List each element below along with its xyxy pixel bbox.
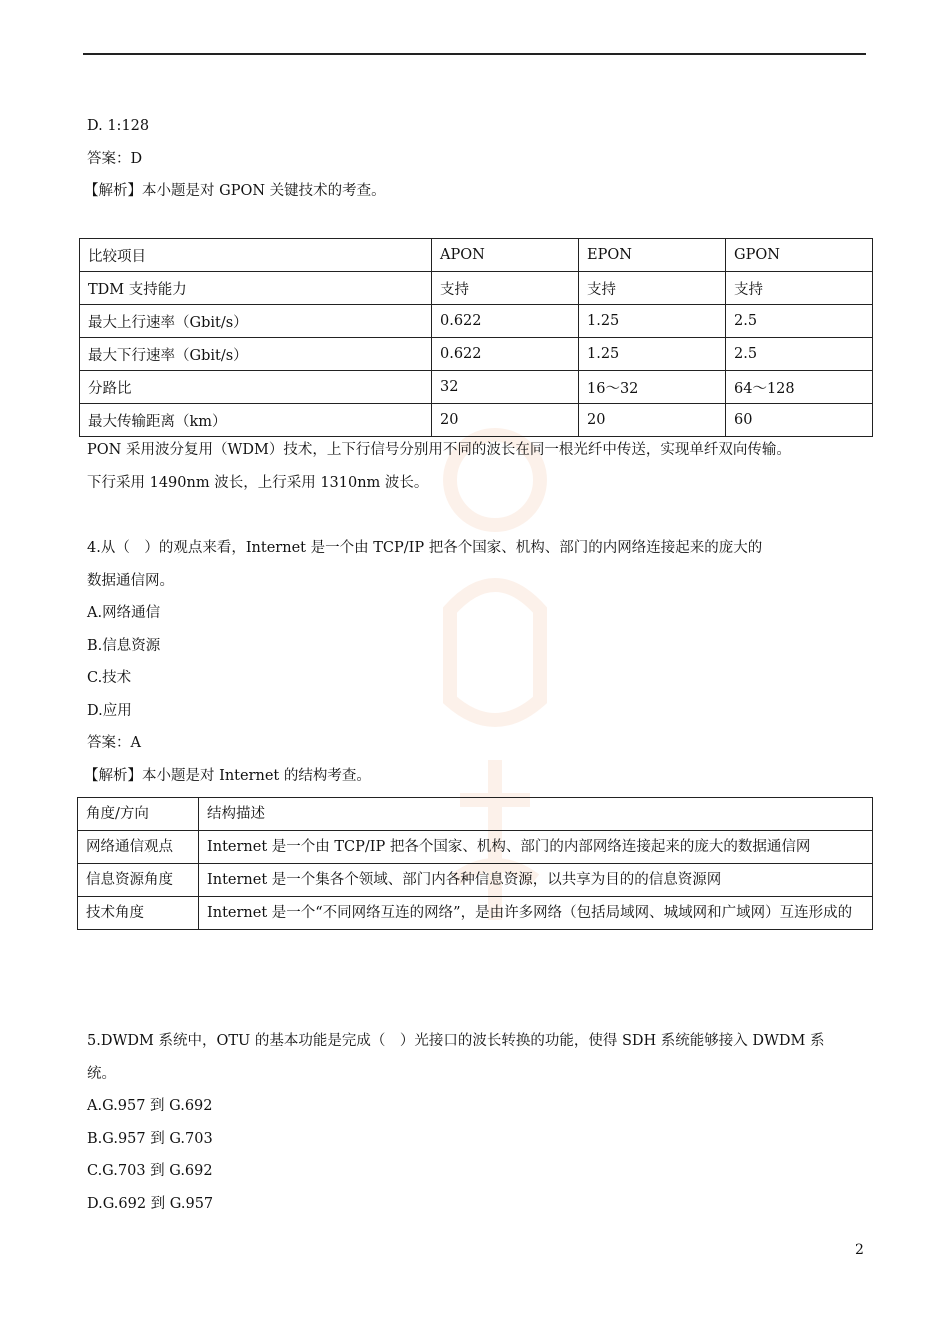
q4-option-b: B.信息资源: [87, 638, 161, 654]
table-cell: APON: [432, 239, 579, 272]
table-cell: 32: [432, 371, 579, 404]
table-cell: 技术角度: [78, 897, 199, 930]
table-cell: 最大下行速率（Gbit/s）: [80, 338, 432, 371]
q5-stem-line1: 5.DWDM 系统中，OTU 的基本功能是完成（ ）光接口的波长转换的功能，使得 SDH 系统能够接入 DWDM 系: [87, 1033, 825, 1049]
table-row: [78, 831, 873, 864]
prev-option-d: D. 1:128: [87, 118, 150, 134]
header-rule: [83, 53, 866, 55]
prev-analysis: 【解析】本小题是对 GPON 关键技术的考查。: [84, 183, 386, 199]
table-cell: 最大上行速率（Gbit/s）: [80, 305, 432, 338]
table-cell: 最大传输距离（km）: [80, 404, 432, 437]
table-cell: 16～32: [579, 371, 726, 404]
table-cell: 支持: [432, 272, 579, 305]
table-cell: 结构描述: [199, 798, 873, 831]
table-cell: 2.5: [726, 338, 873, 371]
table-cell: 信息资源角度: [78, 864, 199, 897]
table-cell: GPON: [726, 239, 873, 272]
q4-option-a: A.网络通信: [87, 605, 161, 621]
q4-answer: 答案：A: [87, 735, 141, 751]
table-header-row: [78, 798, 873, 831]
q5-option-b: B.G.957 到 G.703: [87, 1131, 213, 1147]
table-header-row: [80, 239, 873, 272]
table-cell: TDM 支持能力: [80, 272, 432, 305]
page-number: 2: [855, 1242, 864, 1258]
q4-option-c: C.技术: [87, 670, 132, 686]
table-row: [80, 338, 873, 371]
table-cell: 网络通信观点: [78, 831, 199, 864]
table-cell: 60: [726, 404, 873, 437]
pon-note-line1: PON 采用波分复用（WDM）技术，上下行信号分别用不同的波长在同一根光纤中传送，实现单纤双向传输。: [87, 442, 791, 458]
table-row: [80, 272, 873, 305]
table-row: [80, 371, 873, 404]
table-row: [78, 864, 873, 897]
q4-option-d: D.应用: [87, 703, 132, 719]
pon-comparison-table: [79, 238, 873, 437]
table-cell: Internet 是一个集各个领域、部门内各种信息资源，以共享为目的的信息资源网: [199, 864, 873, 897]
q4-stem-line2: 数据通信网。: [87, 573, 174, 589]
prev-answer: 答案：D: [87, 151, 143, 167]
table-cell: 64～128: [726, 371, 873, 404]
table-cell: Internet 是一个“不同网络互连的网络”，是由许多网络（包括局域网、城域网和广域网）互连形成的: [199, 897, 873, 930]
table-cell: 分路比: [80, 371, 432, 404]
q5-option-d: D.G.692 到 G.957: [87, 1196, 214, 1212]
q5-stem-line2: 统。: [87, 1066, 116, 1082]
table-cell: 0.622: [432, 305, 579, 338]
table-row: [80, 404, 873, 437]
q5-option-c: C.G.703 到 G.692: [87, 1163, 213, 1179]
table-cell: EPON: [579, 239, 726, 272]
table-cell: 1.25: [579, 305, 726, 338]
table-cell: Internet 是一个由 TCP/IP 把各个国家、机构、部门的内部网络连接起来的庞大的数据通信网: [199, 831, 873, 864]
table-cell: 2.5: [726, 305, 873, 338]
table-cell: 20: [432, 404, 579, 437]
table-row: [80, 305, 873, 338]
table-cell: 比较项目: [80, 239, 432, 272]
q5-option-a: A.G.957 到 G.692: [87, 1098, 213, 1114]
pon-note-line2: 下行采用 1490nm 波长，上行采用 1310nm 波长。: [87, 475, 429, 491]
table-row: [78, 897, 873, 930]
q4-analysis: 【解析】本小题是对 Internet 的结构考查。: [84, 768, 371, 784]
table-cell: 角度/方向: [78, 798, 199, 831]
table-cell: 20: [579, 404, 726, 437]
table-cell: 1.25: [579, 338, 726, 371]
q4-stem-line1: 4.从（ ）的观点来看，Internet 是一个由 TCP/IP 把各个国家、机构、部门的内网络连接起来的庞大的: [87, 540, 763, 556]
table-cell: 0.622: [432, 338, 579, 371]
internet-structure-table: [77, 797, 873, 930]
table-cell: 支持: [579, 272, 726, 305]
table-cell: 支持: [726, 272, 873, 305]
